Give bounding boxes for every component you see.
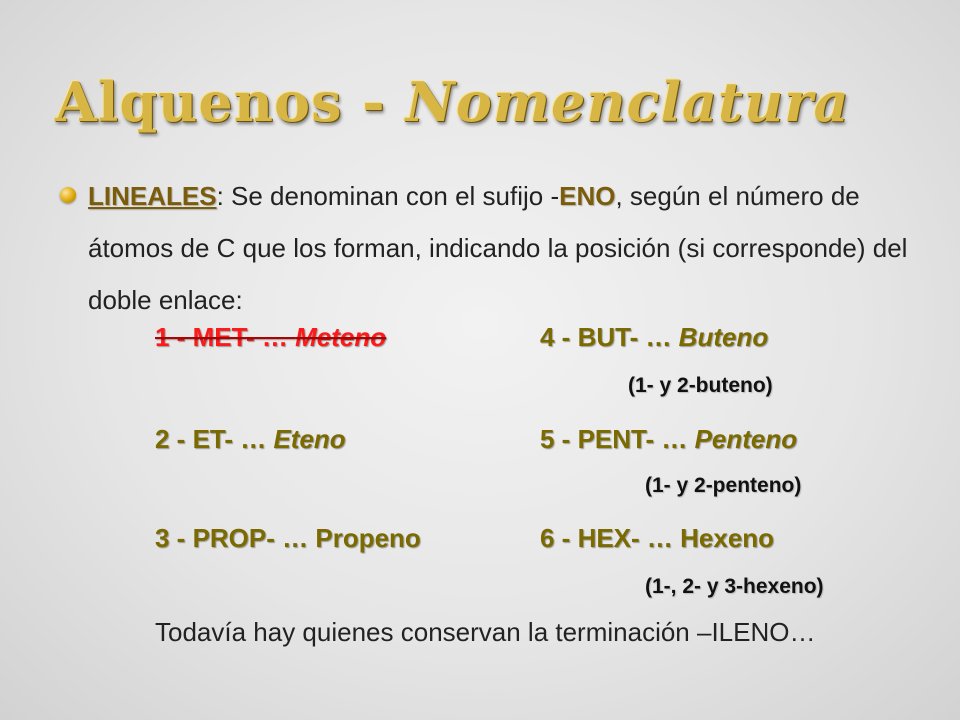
item-name: Eteno xyxy=(273,424,346,454)
item-prefix: 5 - PENT- … xyxy=(540,424,695,454)
item-eteno xyxy=(155,424,346,455)
bullet-icon xyxy=(60,187,76,203)
item-propeno xyxy=(155,523,421,554)
item-penteno xyxy=(540,424,797,455)
item-prefix: 3 - PROP- … xyxy=(155,523,316,553)
note-buteno: (1- y 2-buteno) xyxy=(628,374,773,397)
term-lineales: LINEALES xyxy=(88,181,217,211)
bullet-paragraph xyxy=(60,170,910,326)
text-before-suffix: : Se denominan con el sufijo - xyxy=(216,181,560,211)
item-hexeno xyxy=(540,523,774,554)
item-prefix: 6 - HEX- … xyxy=(540,523,681,553)
item-meteno xyxy=(155,322,386,353)
item-buteno xyxy=(540,322,768,353)
footer-note: Todavía hay quienes conservan la terminación –ILENO… xyxy=(155,617,816,647)
bullet-text xyxy=(88,170,910,326)
item-name: Hexeno xyxy=(680,523,775,553)
item-name: Buteno xyxy=(678,322,769,352)
text-after-suffix: , según el número de átomos de C que los forman, indicando la posición (si corresponde) del doble enlace: xyxy=(88,181,908,315)
title-italic: Nomenclatura xyxy=(405,70,850,134)
item-name: Penteno xyxy=(694,424,798,454)
note-hexeno: (1-, 2- y 3-hexeno) xyxy=(645,575,824,598)
note-penteno: (1- y 2-penteno) xyxy=(645,474,802,497)
slide-title xyxy=(55,70,915,140)
item-prefix: 2 - ET- … xyxy=(155,424,274,454)
item-name: Propeno xyxy=(315,523,421,553)
title-main: Alquenos - xyxy=(55,70,406,134)
item-prefix: 1 - MET- … xyxy=(155,322,296,352)
suffix-eno: ENO xyxy=(559,181,616,211)
item-prefix: 4 - BUT- … xyxy=(540,322,679,352)
item-name: Meteno xyxy=(295,322,387,352)
